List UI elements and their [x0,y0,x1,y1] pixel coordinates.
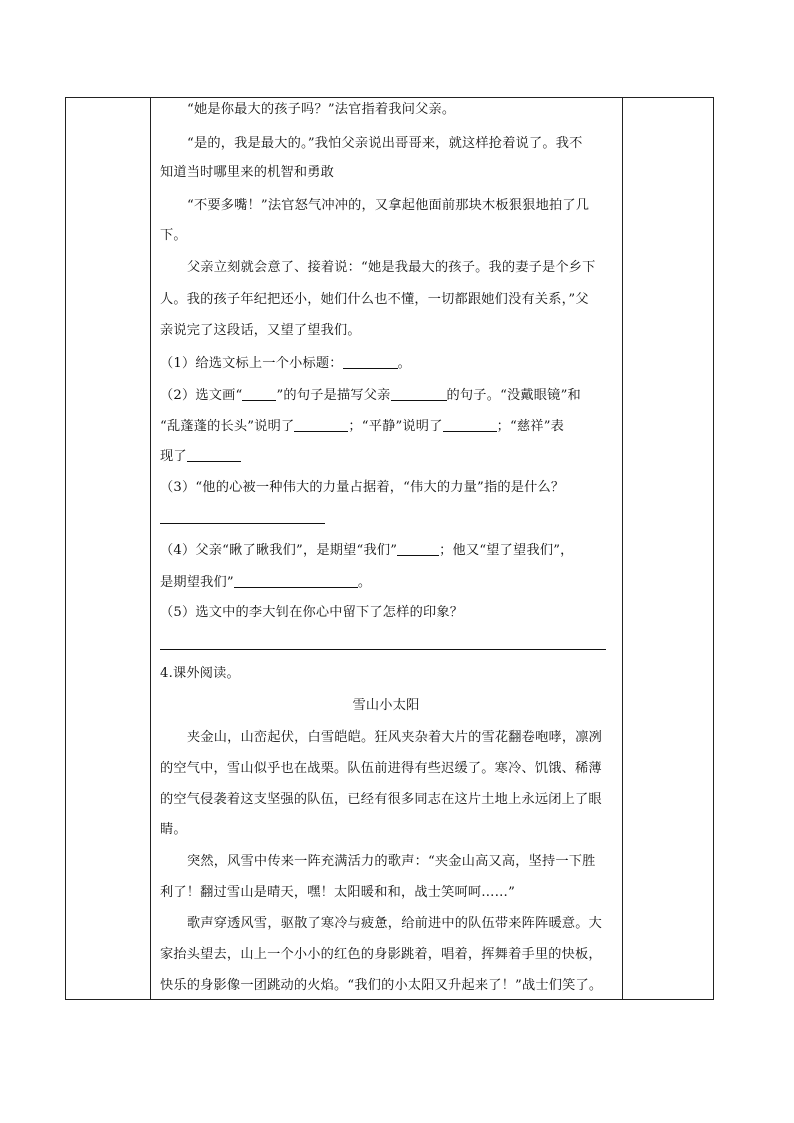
question-text: 的句子。“没戴眼镜”和 [446,388,581,403]
paragraph-line: 知道当时哪里来的机智和勇敢 [160,165,335,180]
paragraph-line: “她是你最大的孩子吗？”法官指着我问父亲。 [187,102,456,117]
answer-line[interactable] [160,523,325,524]
question-text: ；“慈祥”表 [496,419,565,434]
question-text: 。 [357,575,372,590]
question-text: “乱蓬蓬的长头”说明了 [160,419,295,434]
answer-line[interactable] [160,649,606,650]
paragraph-line: 的空气中，雪山似乎也在战栗。队伍前进得有些迟缓了。寒冷、饥饿、稀薄 [160,761,602,776]
question-2-cont [160,417,618,436]
paragraph-line: “是的，我是最大的。”我怕父亲说出哥哥来，就这样抢着说了。我不 [187,136,583,151]
question-text: ”的句子是描写父亲 [276,388,391,403]
paragraph-line: 下。 [160,228,187,243]
paragraph-line: 利了！翻过雪山是晴天，嘿！太阳暖和和，战士笑呵呵……” [160,885,516,900]
paragraph-line: 亲说完了这段话，又望了望我们。 [160,323,361,338]
answer-blank[interactable] [294,417,348,432]
question-text: （1）给选文标上一个小标题： [160,356,343,371]
answer-blank[interactable] [234,573,358,588]
question-1 [160,354,618,373]
column-divider-left [150,98,151,999]
paragraph-line: 快乐的身影像一团跳动的火焰。“我们的小太阳又升起来了！”战士们笑了。 [160,978,603,993]
question-text: 现了 [160,449,187,464]
question-text: 。 [397,356,412,371]
question-text: 是期望我们” [160,575,234,590]
question-2 [160,386,618,405]
paragraph-line: 家抬头望去，山上一个小小的红色的身影跳着，唱着，挥舞着手里的快板， [160,947,602,962]
story-title: 雪山小太阳 [352,698,420,713]
column-divider-right [622,98,623,999]
answer-blank[interactable] [187,447,241,462]
paragraph-line: 睛。 [160,822,187,837]
question-text: （4）父亲“瞅了瞅我们”，是期望“我们” [160,543,398,558]
paragraph-line: 父亲立刻就会意了、接着说：“她是我最大的孩子。我的妻子是个乡下 [187,260,596,275]
paragraph-line: 突然，风雪中传来一阵充满活力的歌声：“夹金山高又高，坚持一下胜 [187,854,596,869]
question-5: （5）选文中的李大钊在你心中留下了怎样的印象？ [160,605,464,620]
section-heading: 4.课外阅读。 [160,666,240,681]
question-text: （2）选文画“ [160,388,243,403]
question-4 [160,541,618,560]
question-text: ；他又“望了望我们”， [439,543,574,558]
question-4-cont [160,573,618,592]
paragraph-line: 夹金山，山峦起伏，白雪皑皑。狂风夹杂着大片的雪花翻卷咆哮，凛冽 [187,730,603,745]
answer-blank[interactable] [343,354,398,369]
question-text: ；“平静”说明了 [348,419,443,434]
answer-blank[interactable] [391,386,447,401]
answer-blank[interactable] [397,541,439,556]
paragraph-line: 人。我的孩子年纪把还小，她们什么也不懂，一切都跟她们没有关系，”父 [160,292,589,307]
answer-blank[interactable] [242,386,276,401]
answer-blank[interactable] [443,417,497,432]
paragraph-line: 的空气侵袭着这支坚强的队伍，已经有很多同志在这片土地上永远闭上了眼 [160,792,602,807]
question-3: （3）“他的心被一种伟大的力量占据着，“伟大的力量”指的是什么？ [160,480,565,495]
paragraph-line: 歌声穿透风雪，驱散了寒冷与疲惫，给前进中的队伍带来阵阵暖意。大 [187,916,603,931]
question-2-end [160,447,618,466]
paragraph-line: “不要多嘴！”法官怒气冲冲的，又拿起他面前那块木板狠狠地拍了几 [187,198,590,213]
